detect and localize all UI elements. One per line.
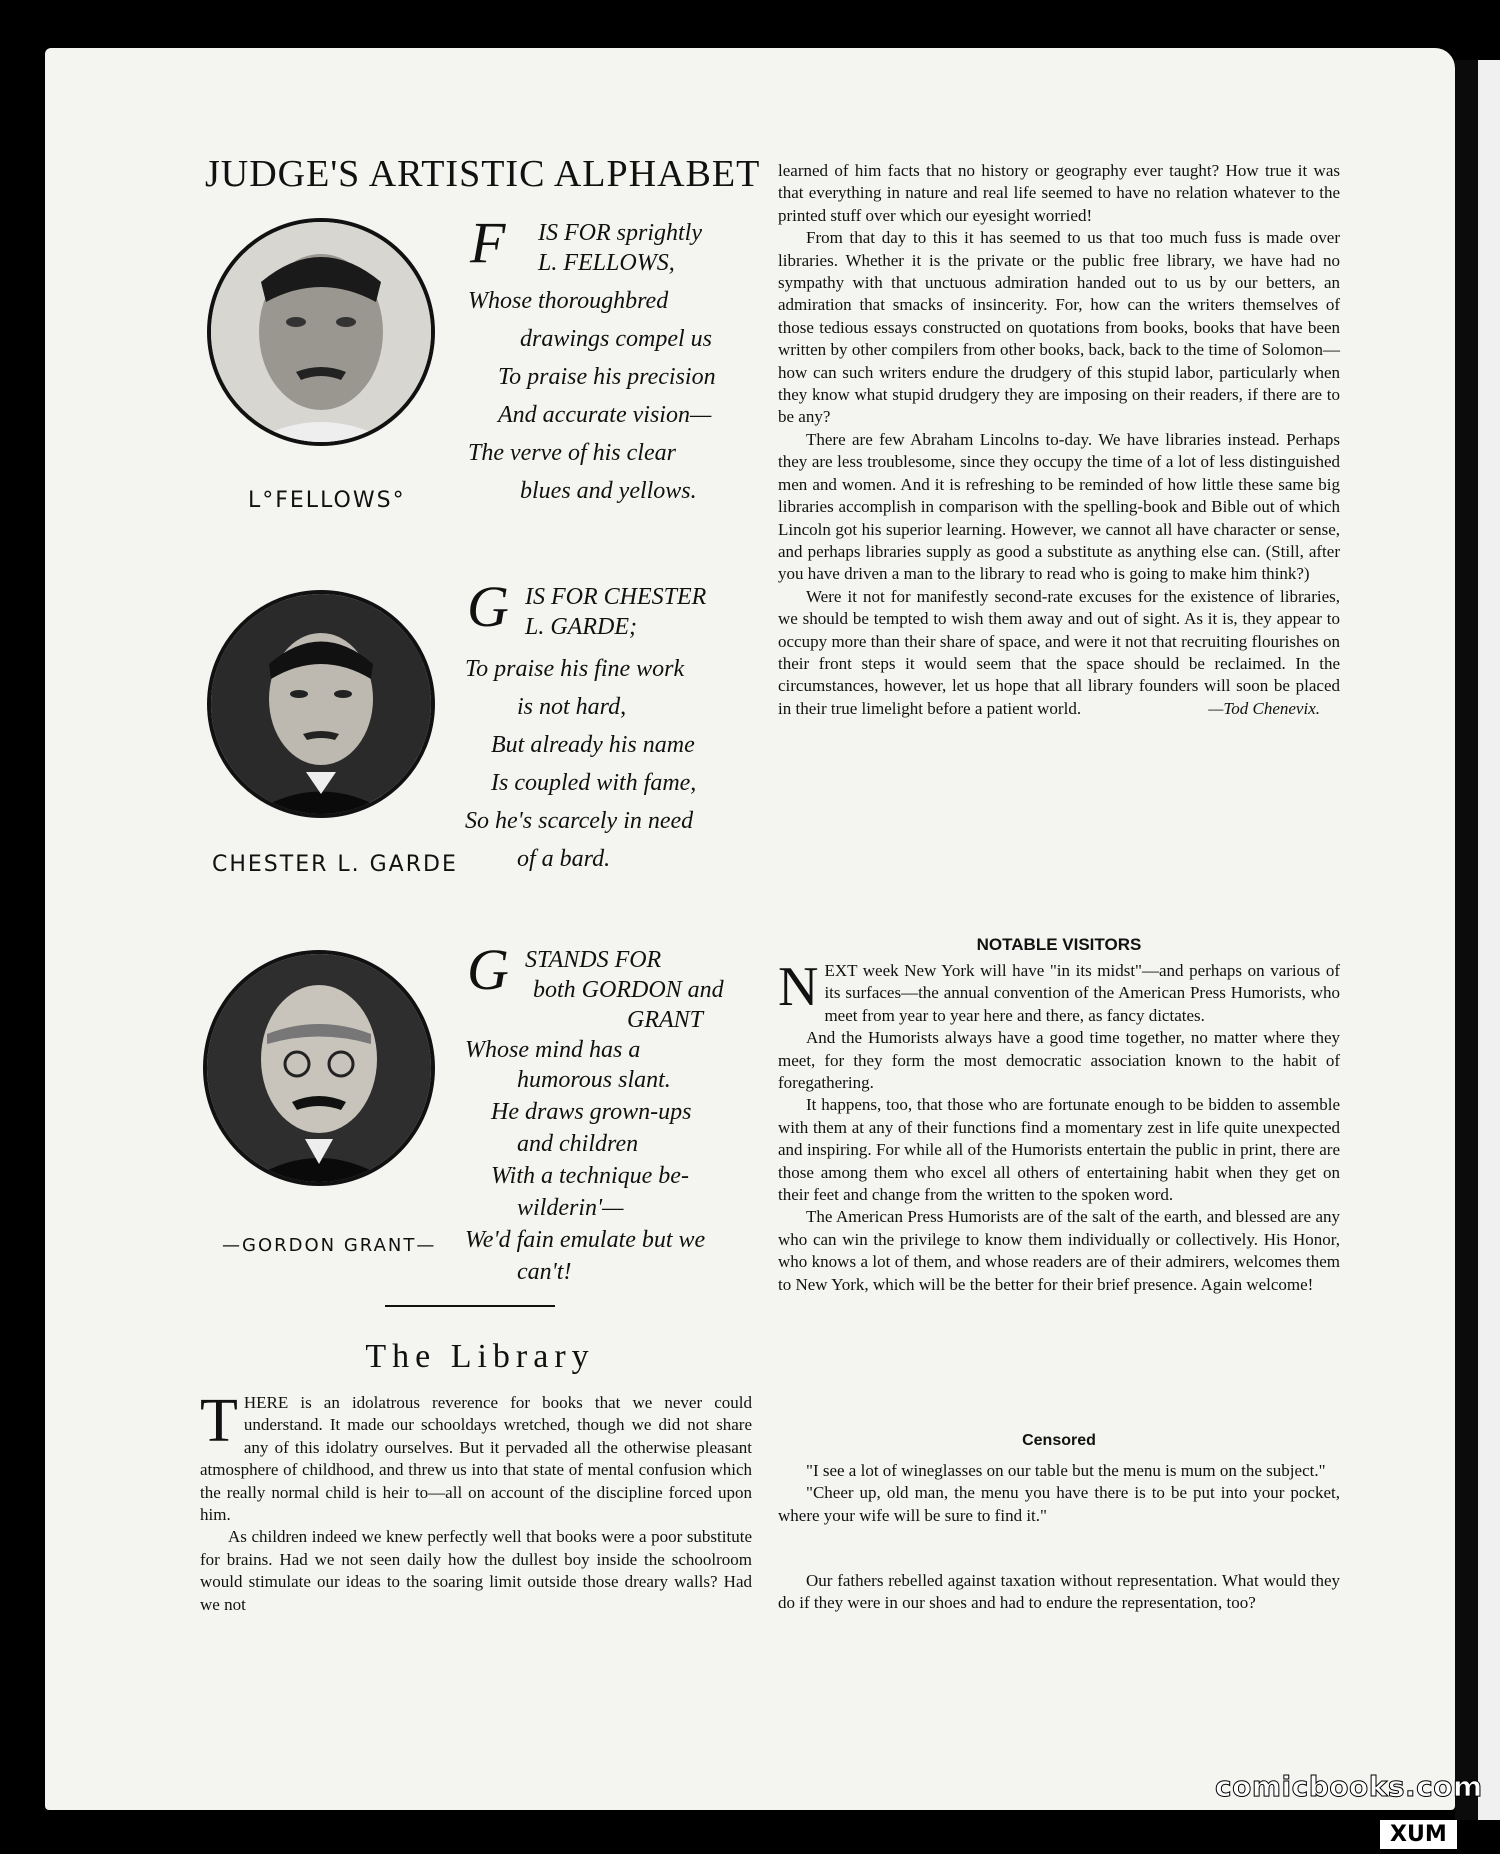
- signature-grant: —GORDON GRANT—: [222, 1235, 437, 1256]
- censored-line: "Cheer up, old man, the menu you have there is to be put into your pocket, where your wife will be sure to find it.": [778, 1483, 1340, 1525]
- censored-line: "I see a lot of wineglasses on our table but the menu is mum on the subject.": [806, 1461, 1326, 1480]
- library-paragraph: Were it not for manifestly second-rate excuses for the existence of libraries, we should be tempted to wish them away and out of sight. As it is, they appear to occupy more than their share of space, and were it not that recruiting flourishes on their front steps it would seem that the space should be reclaimed. In the circumstances, however, let us hope that all library founders will soon be placed in their true limelight before a patient world.: [778, 586, 1340, 718]
- visitors-paragraph: The American Press Humorists are of the salt of the earth, and blessed are any who can win the privilege to know them individually or collectively. His Honor, who knows a lot of them, and whose readers are of their admirers, welcomes them to New York, which will be the better for their brief presence. Again welcome!: [778, 1207, 1340, 1294]
- library-author: —Tod Chenevix.: [1208, 699, 1320, 719]
- verse-line: drawings compel us: [520, 326, 712, 352]
- verse-line: He draws grown-ups: [491, 1099, 692, 1125]
- library-paragraph: From that day to this it has seemed to us that too much fuss is made over libraries. Whether it is the private or the public free library, we have had no sympathy with that unctuous admiration handed out to us by our betters, an admiration that smacks of insincerity. For, how can the writers themselves of those tedious essays constructed on quotations from books, books that have been written by other compilers from other books, back, back to the time of Solomon—how can such writers endure the drudgery of this stupid labor, particularly when they know what stupid drudgery they are imposing on their readers, if there are to be any?: [778, 228, 1340, 427]
- section-divider: [385, 1305, 555, 1307]
- verse-head-line: GRANT: [627, 1007, 704, 1033]
- verse-line: To praise his precision: [498, 364, 716, 390]
- signature-garde: CHESTER L. GARDE: [212, 852, 458, 877]
- library-title: The Library: [365, 1338, 595, 1375]
- library-paragraph: As children indeed we knew perfectly well that books were a poor substitute for brains. Had we not seen daily how the dullest boy inside the schoolroom would stimulate our ideas to the soaring limit outside those dreary walls? Had we not: [200, 1527, 752, 1614]
- visitors-article: [778, 956, 1340, 1296]
- verse-dropcap: F: [470, 210, 506, 275]
- library-column-right: [778, 160, 1340, 721]
- verse-head-line: STANDS FOR: [525, 947, 662, 973]
- verse-line: Whose thoroughbred: [468, 288, 669, 314]
- censored-joke: [778, 1460, 1340, 1527]
- verse-line: blues and yellows.: [520, 478, 697, 504]
- library-paragraph: HERE is an idolatrous reverence for books that we never could understand. It made our schooldays wretched, though we did not share any of this idolatry ourselves. But it pervaded all the otherwise pleasant atmosphere of childhood, and threw us into that state of mental confusion which the really normal child is heir to—all on account of the discipline forced upon him.: [200, 1393, 752, 1525]
- page-title: JUDGE'S ARTISTIC ALPHABET: [205, 153, 761, 195]
- portrait-grant: [203, 950, 435, 1186]
- next-page-edge: [1478, 60, 1500, 1820]
- visitors-title: NOTABLE VISITORS: [976, 935, 1142, 954]
- verse-head-line: IS FOR CHESTER: [525, 584, 707, 610]
- verse-head-line: both GORDON and: [533, 977, 724, 1003]
- verse-fellows: [468, 210, 768, 510]
- visitors-dropcap: N: [778, 956, 819, 1018]
- verse-line: With a technique be-: [491, 1163, 689, 1189]
- verse-line: humorous slant.: [517, 1067, 671, 1093]
- verse-line: is not hard,: [517, 694, 627, 720]
- signature-fellows: L°FELLOWS°: [248, 488, 406, 513]
- censored-title: Censored: [1022, 1432, 1096, 1449]
- verse-head-line: L. GARDE;: [525, 614, 637, 640]
- verse-line: And accurate vision—: [498, 402, 712, 428]
- verse-line: Is coupled with fame,: [491, 770, 697, 796]
- verse-garde: [465, 574, 765, 878]
- verse-line: The verve of his clear: [468, 440, 676, 466]
- visitors-paragraph: It happens, too, that those who are fortunate enough to be bidden to assemble with them at any of their functions find a momentary zest in life quite unexpected and inspiring. For while all of the Humorists entertain the public in print, there are those among them who excel all others of entertaining habit when they get on their feet and change from the written to the spoken word.: [778, 1095, 1340, 1205]
- verse-grant: [465, 937, 765, 1287]
- verse-line: of a bard.: [517, 846, 611, 872]
- verse-line: and children: [517, 1131, 639, 1157]
- verse-line: can't!: [517, 1259, 572, 1285]
- visitors-paragraph: EXT week New York will have "in its midst"—and perhaps on various of its surfaces—the annual convention of the American Press Humorists, who meet from year to year here and there, as fancy dictates.: [824, 961, 1340, 1025]
- verse-line: We'd fain emulate but we: [465, 1227, 706, 1253]
- library-paragraph: There are few Abraham Lincolns to-day. We have libraries instead. Perhaps they are less troublesome, since they occupy the time of a lot of less distinguished men and women. And it is refreshing to be reminded of how little these same big libraries accomplish in comparison with the spelling-book and Bible out of which Lincoln got his superior learning. However, we cannot all have character or sense, and perhaps libraries supply as good a substitute as anything else can. (Still, after you have driven a man to the library to read who is going to make him think?): [778, 429, 1340, 584]
- verse-line: Whose mind has a: [465, 1037, 641, 1063]
- watermark-badge: XUM: [1380, 1820, 1457, 1849]
- library-dropcap: T: [200, 1387, 238, 1455]
- library-column-left: [200, 1387, 752, 1616]
- portrait-fellows: [207, 218, 435, 446]
- verse-line: To praise his fine work: [465, 656, 685, 682]
- visitors-paragraph: And the Humorists always have a good time together, no matter where they meet, for they form the most democratic association known to the habit of foregathering.: [778, 1028, 1340, 1093]
- verse-line: So he's scarcely in need: [465, 808, 694, 834]
- taxation-paragraph: Our fathers rebelled against taxation without representation. What would they do if they were in our shoes and had to endure the representation, too?: [778, 1571, 1340, 1613]
- verse-line: wilderin'—: [517, 1195, 624, 1221]
- verse-head-line: L. FELLOWS,: [538, 250, 675, 276]
- portrait-garde: [207, 590, 435, 818]
- taxation-quip: [778, 1570, 1340, 1615]
- library-paragraph: learned of him facts that no history or geography ever taught? How true it was that everything in nature and real life seemed to have no relation whatever to the printed stuff over which our eyesight worried!: [778, 161, 1340, 225]
- watermark-site: comicbooks.com: [1215, 1770, 1483, 1803]
- verse-dropcap: G: [467, 574, 509, 639]
- verse-dropcap: G: [467, 937, 509, 1002]
- verse-head-line: IS FOR sprightly: [538, 220, 702, 246]
- verse-line: But already his name: [491, 732, 695, 758]
